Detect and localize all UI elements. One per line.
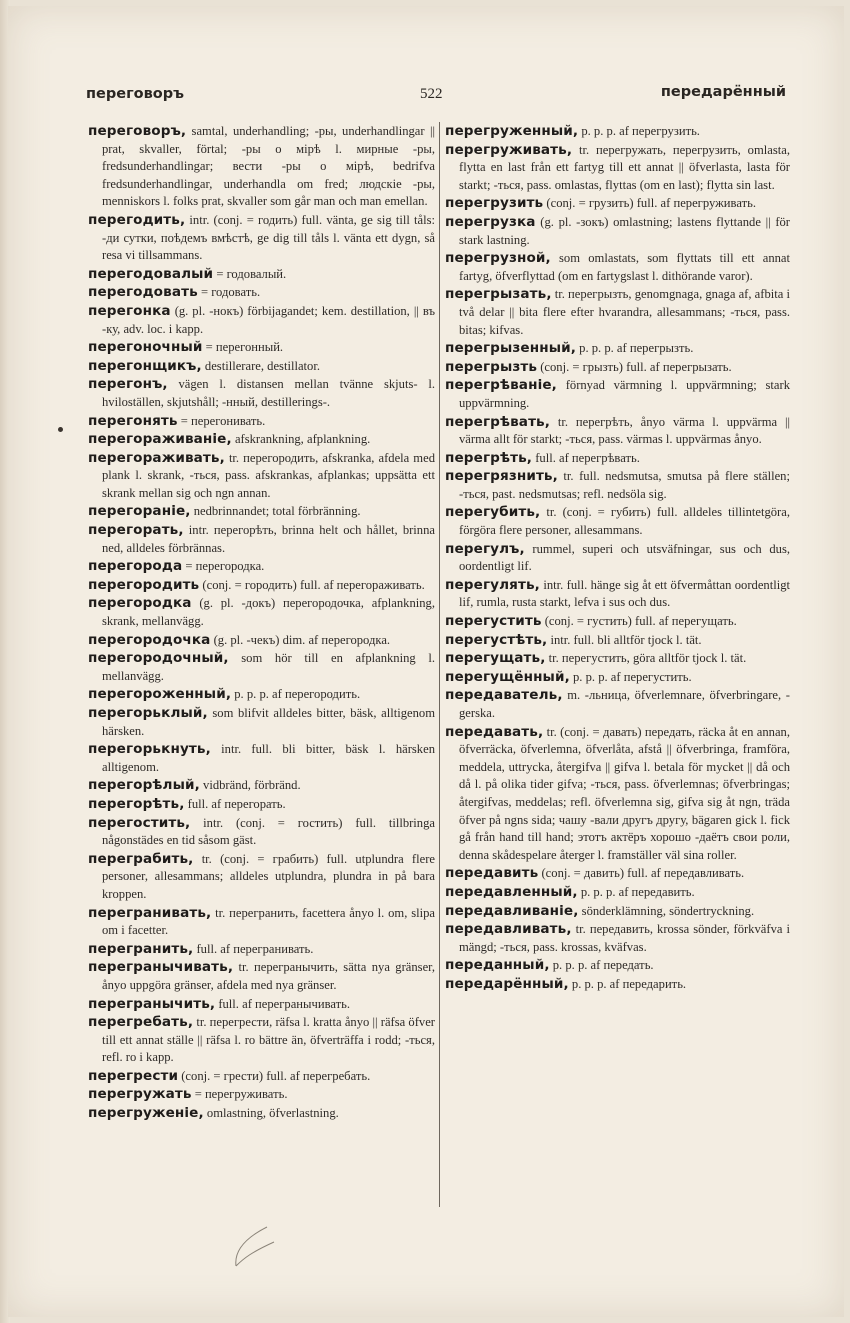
- dictionary-entry: [88, 941, 435, 959]
- entry-definition: intr. перегорѣть, brinna helt och hållet, brinna ned, alldeles förbrännas.: [102, 523, 435, 555]
- entry-definition: tr. перегранить, facettera ånyo l. om, slipa om i facetter.: [102, 905, 435, 938]
- entry-headword: перегружать: [88, 1086, 192, 1103]
- entry-definition: tr. full. nedsmutsa, smutsa på flere ställen; -ться, past. nedsmutsas; refl. nedsöla sig.: [459, 469, 790, 501]
- entry-headword: перегрязнить,: [445, 468, 558, 485]
- entry-definition: p. p. p. af передарить.: [571, 976, 687, 991]
- dictionary-entry: [88, 686, 435, 704]
- entry-headword: передавать,: [445, 723, 544, 740]
- entry-definition: = перегородка.: [185, 559, 265, 574]
- entry-definition: som hör till en afplankning l. mellanvägg.: [102, 651, 435, 683]
- dictionary-entry: [445, 650, 790, 668]
- dictionary-entry: [445, 195, 790, 213]
- left-column: [88, 123, 435, 1124]
- entry-definition: (conj. = давить) full. af передавливать.: [541, 866, 745, 881]
- entry-definition: rummel, superi och utsväfningar, sus och dus, oordentligt lif.: [459, 541, 790, 574]
- dictionary-entry: [445, 359, 790, 377]
- dictionary-entry: [445, 669, 790, 687]
- entry-headword: перегрузной,: [445, 250, 551, 267]
- dictionary-entry: [88, 284, 435, 302]
- entry-headword: перегрызть: [445, 358, 538, 375]
- entry-definition: p. p. p. af перегрызть.: [579, 341, 694, 356]
- entry-definition: p. p. p. af перегрузить.: [581, 124, 700, 138]
- entry-headword: перегорькнуть,: [88, 741, 211, 758]
- pencil-mark: [222, 1222, 282, 1272]
- dictionary-entry: [445, 450, 790, 468]
- entry-headword: передавленный,: [445, 883, 578, 900]
- entry-definition: intr. full. hänge sig åt ett öfvermåttan oordentligt lif, rumla, rusta starkt, lefva i sus och dus.: [459, 577, 790, 610]
- entry-headword: перегребать,: [88, 1014, 194, 1031]
- entry-headword: передавливаніе,: [445, 902, 579, 919]
- entry-definition: tr. перегрѣть, ånyo värma l. uppvärma || värma allt för starkt; -ться, pass. värmas l. uppvärmas ånyo.: [459, 414, 790, 447]
- entry-headword: передавить: [445, 865, 539, 882]
- entry-headword: перегрѣть,: [445, 449, 533, 466]
- entry-definition: (conj. = городить) full. af перегораживать.: [202, 577, 425, 592]
- entry-definition: p. p. p. af передавить.: [580, 884, 695, 899]
- entry-headword: передавливать,: [445, 921, 572, 938]
- dictionary-entry: [88, 413, 435, 431]
- entry-definition: samtal, underhandling; -ры, underhandlingar || prat, skvaller, förtal; -ры о мірѣ l. мирные -ры, fredsunderhandlingar; вести -ры о мірѣ, bedrifva fredsunderhandlingar, underhandla om fred; людскіе -ры, menniskors l. folks prat, skvaller som går man och man emellan.: [102, 124, 435, 209]
- dictionary-entry: [445, 123, 790, 141]
- entry-headword: перегораживать,: [88, 449, 225, 466]
- entry-headword: перегорѣлый,: [88, 777, 200, 794]
- entry-definition: omlastning, öfverlastning.: [206, 1106, 339, 1121]
- dictionary-entry: [88, 123, 435, 211]
- entry-headword: перегодовать: [88, 284, 198, 301]
- dictionary-entry: [88, 595, 435, 630]
- column-divider: [439, 122, 440, 1207]
- entry-definition: full. af перегранивать.: [196, 941, 314, 956]
- dictionary-entry: [445, 504, 790, 539]
- entry-definition: intr. (conj. = годить) full. vänta, ge sig till tåls: -ди сутки, поѣдемъ вмѣстѣ, ge dig till tåls l. vänta ett dygn, så resa vi tillsammans.: [102, 212, 435, 263]
- entry-headword: перегонка: [88, 302, 171, 319]
- entry-definition: (conj. = густить) full. af перегущать.: [544, 614, 737, 629]
- entry-headword: перегорать,: [88, 522, 184, 539]
- dictionary-entry: [445, 414, 790, 449]
- dictionary-entry: [88, 996, 435, 1014]
- entry-headword: перегущённый,: [445, 668, 570, 685]
- entry-headword: перегранычивать,: [88, 959, 234, 976]
- entry-definition: intr. (conj. = гостить) full. tillbringa någonstädes en tid såsom gäst.: [102, 815, 435, 848]
- dictionary-entry: [445, 921, 790, 956]
- entry-headword: перегоночный: [88, 339, 203, 356]
- dictionary-entry: [88, 705, 435, 740]
- entry-definition: (conj. = грести) full. af перегребать.: [181, 1068, 371, 1083]
- entry-definition: tr. (conj. = давать) передать, räcka åt en annan, öfverräcka, öfverlemna, öfverlåta, afstå || öfverbringa, framföra, meddela, uttrycka, återgifva || gifva l. betala för mycket || då och då l. på olika tider gifva; -ться, pass. öfverlemnas; öfverbringas; återgifvas, meddelas; refl. öfverlemna sig, gifva sig åt ngn, träda öfver på ngns sida; чашу -вали другъ другу, bägaren gick l. fick gå från hand till hand; этотъ актёръ хорошо -даётъ свои роли, denna skådespelare återger l. framställer väl sina roller.: [459, 724, 790, 862]
- entry-headword: перегущать,: [445, 650, 546, 667]
- dictionary-entry: [88, 431, 435, 449]
- dictionary-entry: [88, 650, 435, 685]
- entry-headword: перегонять: [88, 412, 178, 429]
- dictionary-entry: [445, 286, 790, 339]
- dictionary-entry: [88, 815, 435, 850]
- entry-definition: = годовать.: [200, 285, 261, 300]
- dictionary-entry: [88, 577, 435, 595]
- entry-headword: перегрести: [88, 1067, 179, 1084]
- page-number: 522: [420, 86, 443, 102]
- dictionary-entry: [445, 884, 790, 902]
- entry-definition: p. p. p. af перегустить.: [573, 669, 692, 684]
- entry-headword: перегодить,: [88, 211, 186, 228]
- entry-headword: перегодовалый: [88, 265, 214, 282]
- entry-definition: som omlastats, som flyttats till ett annat fartyg, öfverflyttad (om en fartygslast l. dithörande varor).: [459, 251, 790, 283]
- entry-definition: intr. full. bli alltför tjock l. tät.: [550, 632, 702, 647]
- entry-headword: перегорода: [88, 558, 183, 575]
- dictionary-entry: [88, 358, 435, 376]
- entry-headword: передаватель,: [445, 687, 563, 704]
- entry-definition: = перегонный.: [205, 340, 284, 355]
- dictionary-entry: [445, 577, 790, 612]
- entry-headword: перегораніе,: [88, 503, 191, 520]
- dictionary-entry: [88, 905, 435, 940]
- page-header: [86, 82, 786, 112]
- entry-definition: vidbränd, förbränd.: [203, 778, 301, 793]
- entry-definition: tr. передавить, krossa sönder, förkväfva i mängd; -ться, pass. krossas, kväfvas.: [459, 922, 790, 954]
- entry-headword: перегородочка: [88, 631, 211, 648]
- entry-headword: перегруживать,: [445, 141, 573, 158]
- entry-headword: перегрузить: [445, 195, 544, 212]
- dictionary-entry: [88, 376, 435, 411]
- entry-definition: full. af перегорать.: [187, 796, 286, 811]
- entry-headword: перегораживаніе,: [88, 431, 232, 448]
- entry-headword: перегранивать,: [88, 904, 212, 921]
- entry-definition: tr. перегрызть, genomgnaga, gnaga af, afbita i två delar || bita flere efter hvarandra, allesammans; -ться, pass. bitas; kifvas.: [459, 287, 790, 337]
- entry-definition: förnyad värmning l. uppvärmning; stark uppvärmning.: [459, 378, 790, 410]
- dictionary-entry: [88, 796, 435, 814]
- entry-headword: перегорѣть,: [88, 795, 185, 812]
- dictionary-entry: [445, 250, 790, 285]
- entry-headword: перегруженный,: [445, 123, 579, 139]
- dictionary-entry: [88, 339, 435, 357]
- dictionary-entry: [88, 1014, 435, 1067]
- dictionary-entry: [88, 212, 435, 265]
- entry-definition: full. af перегрѣвать.: [535, 450, 640, 465]
- entry-headword: перегруженіе,: [88, 1105, 204, 1122]
- entry-headword: перегрѣвать,: [445, 413, 551, 430]
- entry-definition: tr. перегустить, göra alltför tjock l. tät.: [548, 651, 747, 666]
- entry-definition: (g. pl. -докъ) перегородочка, afplankning, skrank, mellanvägg.: [102, 596, 435, 629]
- dictionary-entry: [88, 503, 435, 521]
- entry-definition: vägen l. distansen mellan tvänne skjuts- l. hviloställen, skjutshåll; -нный, destillerings-.: [102, 377, 435, 409]
- right-column: [445, 123, 790, 995]
- dictionary-entry: [88, 266, 435, 284]
- entry-definition: afskrankning, afplankning.: [234, 432, 371, 447]
- entry-definition: (conj. = грызть) full. af перегрызать.: [540, 359, 732, 374]
- dictionary-entry: [88, 1086, 435, 1104]
- dictionary-entry: [445, 377, 790, 412]
- entry-headword: перегранычить,: [88, 995, 216, 1012]
- entry-definition: som blifvit alldeles bitter, bäsk, alltigenom härsken.: [102, 706, 435, 738]
- entry-definition: tr. перегрести, räfsa l. kratta ånyo || räfsa öfver till ett annat ställe || räfsa l. ro bättre än, öfverträffa i rodd; -ться, refl. ro i kapp.: [102, 1015, 435, 1065]
- entry-definition: p. p. p. af перегородить.: [234, 687, 361, 702]
- entry-definition: (g. pl. -нокъ) förbijagandet; kem. destillation, || въ -ку, adv. loc. i kapp.: [102, 303, 435, 336]
- dictionary-entry: [445, 541, 790, 576]
- entry-headword: перегранить,: [88, 940, 194, 957]
- dictionary-entry: [445, 687, 790, 722]
- dictionary-entry: [88, 777, 435, 795]
- entry-definition: tr. перегородить, afskranka, afdela med plank l. skrank, -ться, pass. afskrankas, afplankas; uppsätta ett skrank mellan sig och ngn annan.: [102, 450, 435, 500]
- entry-definition: = перегонивать.: [180, 413, 266, 428]
- entry-headword: перегрузка: [445, 213, 536, 230]
- dictionary-entry: [445, 214, 790, 249]
- running-head-right: передарённый: [660, 84, 786, 100]
- entry-definition: intr. full. bli bitter, bäsk l. härsken alltigenom.: [102, 742, 435, 774]
- entry-definition: tr. перегружать, перегрузить, omlasta, flytta en last från ett fartyg till ett annat || öfverlasta, lasta för starkt; -ться, pass. omlastas, flyttas (om en last); flytta sin last.: [459, 142, 790, 192]
- dictionary-entry: [445, 632, 790, 650]
- dictionary-entry: [88, 522, 435, 557]
- entry-definition: (g. pl. -чекъ) dim. af перегородка.: [213, 632, 391, 647]
- entry-headword: переграбить,: [88, 850, 194, 867]
- dictionary-entry: [445, 468, 790, 503]
- dictionary-entry: [88, 1068, 435, 1086]
- entry-headword: перегостить,: [88, 814, 191, 831]
- entry-headword: перегулять,: [445, 576, 540, 593]
- entry-definition: = перегруживать.: [194, 1087, 288, 1102]
- dictionary-entry: [88, 303, 435, 338]
- entry-headword: переговоръ,: [88, 123, 187, 139]
- entry-definition: = годовалый.: [216, 266, 287, 281]
- entry-definition: (conj. = грузить) full. af перегруживать.: [546, 196, 756, 211]
- dictionary-entry: [445, 724, 790, 865]
- entry-headword: перегонщикъ,: [88, 357, 202, 374]
- dictionary-entry: [445, 340, 790, 358]
- dictionary-entry: [88, 851, 435, 904]
- dictionary-entry: [445, 903, 790, 921]
- entry-headword: перегрызать,: [445, 286, 552, 303]
- entry-definition: destillerare, destillator.: [204, 358, 320, 373]
- entry-definition: tr. (conj. = губить) full. alldeles tillintetgöra, förgöra flere personer, allesammans.: [459, 505, 790, 538]
- entry-headword: перегорьклый,: [88, 705, 208, 721]
- dictionary-entry: [88, 959, 435, 994]
- entry-headword: перегрѣваніе,: [445, 377, 557, 394]
- entry-definition: tr. (conj. = грабить) full. utplundra flere personer, allesammans; alldeles utplundra, plundra in på bara kroppen.: [102, 851, 435, 901]
- entry-definition: nedbrinnandet; total förbränning.: [193, 504, 361, 519]
- dictionary-entry: [88, 741, 435, 776]
- entry-definition: sönderklämning, söndertryckning.: [581, 903, 755, 918]
- entry-headword: перегороженный,: [88, 686, 232, 703]
- dictionary-entry: [88, 632, 435, 650]
- entry-definition: tr. перегранычить, sätta nya gränser, ånyo uppgöra gränser, afdela med nya gränser.: [102, 960, 435, 992]
- entry-definition: (g. pl. -зокъ) omlastning; lastens flyttande || för stark lastning.: [459, 214, 790, 247]
- entry-definition: p. p. p. af передать.: [552, 958, 654, 973]
- dictionary-entry: [445, 613, 790, 631]
- entry-headword: перегустить: [445, 613, 542, 630]
- entry-headword: перегрызенный,: [445, 340, 576, 357]
- entry-headword: перегустѣть,: [445, 631, 548, 648]
- entry-headword: перегулъ,: [445, 540, 525, 557]
- dictionary-entry: [88, 450, 435, 503]
- dictionary-entry: [445, 957, 790, 975]
- dictionary-entry: [88, 1105, 435, 1123]
- entry-definition: full. af перегранычивать.: [218, 996, 351, 1011]
- dictionary-entry: [88, 558, 435, 576]
- running-head-left: переговоръ: [86, 86, 185, 102]
- entry-headword: перегородочный,: [88, 650, 229, 667]
- dictionary-entry: [445, 142, 790, 195]
- dictionary-entry: [445, 865, 790, 883]
- entry-headword: переданный,: [445, 957, 550, 974]
- ink-spot: [58, 427, 63, 432]
- dictionary-entry: [445, 976, 790, 994]
- entry-headword: перегородка: [88, 595, 192, 612]
- entry-definition: m. -льница, öfverlemnare, öfverbringare, -gerska.: [459, 688, 790, 720]
- entry-headword: перегонъ,: [88, 376, 168, 393]
- entry-headword: перегубить,: [445, 504, 541, 521]
- entry-headword: перегородить: [88, 576, 200, 593]
- entry-headword: передарённый,: [445, 975, 569, 992]
